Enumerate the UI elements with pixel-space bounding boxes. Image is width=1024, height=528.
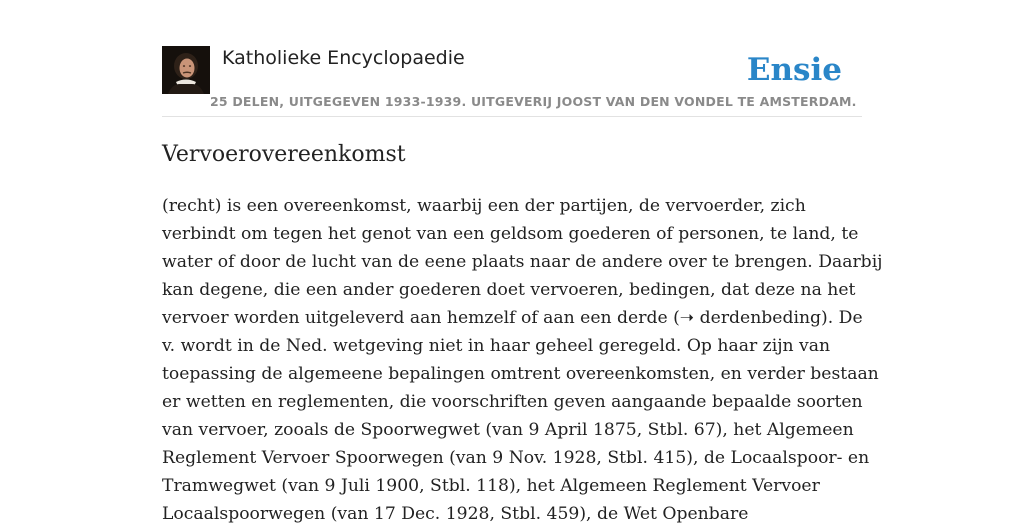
body-line: kan degene, die een ander goederen doet vervoeren, bedingen, dat deze na het xyxy=(162,280,856,300)
article-title: Vervoerovereenkomst xyxy=(162,142,406,167)
body-line: Tramwegwet (van 9 Juli 1900, Stbl. 118), het Algemeen Reglement Vervoer xyxy=(162,476,820,496)
body-line: er wetten en reglementen, die voorschriften geven aangaande bepaalde soorten xyxy=(162,392,863,412)
article-body xyxy=(162,192,883,528)
body-line: Reglement Vervoer Spoorwegen (van 9 Nov. 1928, Stbl. 415), de Locaalspoor- en xyxy=(162,448,870,468)
ensie-logo-link[interactable]: Ensie xyxy=(746,52,842,88)
body-line: Locaalspoorwegen (van 17 Dec. 1928, Stbl. 459), de Wet Openbare xyxy=(162,504,749,524)
body-line: v. wordt in de Ned. wetgeving niet in haar geheel geregeld. Op haar zijn van xyxy=(162,336,831,356)
body-line: verbindt om tegen het genot van een geldsom goederen of personen, te land, te xyxy=(162,224,859,244)
body-line: (recht) is een overeenkomst, waarbij een der partijen, de vervoerder, zich xyxy=(162,196,806,216)
source-header xyxy=(162,46,862,117)
source-title[interactable]: Katholieke Encyclopaedie xyxy=(222,47,465,69)
source-subtitle: 25 DELEN, UITGEGEVEN 1933-1939. UITGEVERIJ JOOST VAN DEN VONDEL TE AMSTERDAM. xyxy=(210,94,857,109)
body-line: toepassing de algemeene bepalingen omtrent overeenkomsten, en verder bestaan xyxy=(162,364,879,384)
body-line: van vervoer, zooals de Spoorwegwet (van 9 April 1875, Stbl. 67), het Algemeen xyxy=(162,420,854,440)
portrait-avatar-icon[interactable] xyxy=(162,46,210,94)
body-line-with-link[interactable]: vervoer worden uitgeleverd aan hemzelf of aan een derde (➝ derdenbeding). De xyxy=(162,308,863,328)
body-line: water of door de lucht van de eene plaats naar de andere over te brengen. Daarbij xyxy=(162,252,883,272)
